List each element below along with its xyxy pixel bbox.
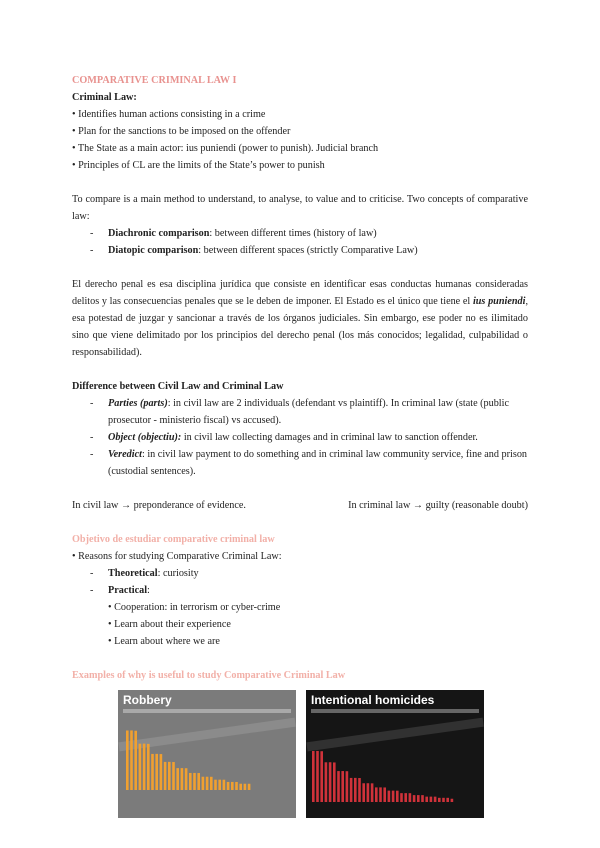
robbery-subtitle-bar bbox=[123, 709, 291, 713]
decorative-bar bbox=[451, 799, 454, 802]
term: Object (objectiu): bbox=[108, 432, 182, 443]
robbery-infographic bbox=[118, 690, 296, 818]
civil-law-evidence: In civil law → preponderance of evidence. bbox=[72, 500, 246, 511]
decorative-bar bbox=[379, 787, 382, 802]
criminal-law-bullet: • Identifies human actions consisting in a crime bbox=[72, 109, 266, 120]
decorative-bar bbox=[320, 751, 323, 802]
figure-row bbox=[118, 690, 484, 818]
decorative-bar bbox=[235, 782, 238, 790]
term: Diatopic comparison bbox=[108, 245, 199, 256]
decorative-bar bbox=[139, 744, 142, 790]
definition: : between different times (history of law) bbox=[209, 228, 377, 239]
decorative-bar bbox=[400, 793, 403, 802]
term: Theoretical bbox=[108, 568, 158, 579]
spanish-paragraph bbox=[72, 276, 528, 361]
decorative-bar bbox=[341, 771, 344, 802]
term: Parties (parts) bbox=[108, 398, 168, 409]
text: El derecho penal es esa disciplina jurídica que consiste en identificar esas conductas humanas consideradas delitos y las consecuencias penales que se le deben de imponer. El Estado es el único que tiene el bbox=[72, 279, 528, 307]
reason-theoretical bbox=[72, 565, 528, 582]
homicides-infographic bbox=[306, 690, 484, 818]
decorative-bar bbox=[155, 754, 158, 790]
difference-item-veredict bbox=[72, 446, 528, 480]
criminal-law-evidence: In criminal law → guilty (reasonable doubt) bbox=[348, 500, 528, 511]
decorative-bar bbox=[358, 778, 361, 802]
examples-title: Examples of why is useful to study Comparative Criminal Law bbox=[72, 670, 346, 681]
decorative-bar bbox=[244, 784, 247, 790]
decorative-bar bbox=[210, 777, 213, 790]
decorative-bar bbox=[168, 762, 171, 790]
decorative-bar bbox=[442, 798, 445, 802]
page-heading: COMPARATIVE CRIMINAL LAW I bbox=[72, 75, 237, 86]
difference-item-parties bbox=[72, 395, 528, 429]
decorative-bar bbox=[248, 784, 251, 790]
decorative-bar bbox=[329, 762, 332, 802]
decorative-bar bbox=[160, 754, 163, 790]
decorative-bar bbox=[409, 793, 412, 802]
decorative-bar bbox=[164, 762, 167, 790]
term: Diachronic comparison bbox=[108, 228, 210, 239]
decorative-bar bbox=[143, 744, 146, 790]
decorative-bar bbox=[421, 795, 424, 802]
difference-item-object bbox=[72, 429, 528, 446]
decorative-bar bbox=[396, 791, 399, 802]
definition: : in civil law payment to do something and in criminal law community service, fine and prison (custodial sentences). bbox=[108, 449, 528, 477]
ius-puniendi-term: ius puniendi bbox=[472, 296, 526, 307]
decorative-bar bbox=[346, 771, 349, 802]
homicides-title: Intentional homicides bbox=[311, 693, 435, 707]
decorative-bar bbox=[388, 791, 391, 802]
decorative-bar bbox=[375, 787, 378, 802]
decorative-bar bbox=[325, 762, 328, 802]
decorative-bar bbox=[316, 751, 319, 802]
decorative-bar bbox=[350, 778, 353, 802]
decorative-bar bbox=[126, 731, 129, 791]
decorative-bar bbox=[333, 762, 336, 802]
decorative-bar bbox=[239, 784, 242, 790]
term: Veredict bbox=[108, 449, 142, 460]
decorative-bar bbox=[417, 795, 420, 802]
tape-stripe bbox=[306, 718, 484, 752]
decorative-bar bbox=[337, 771, 340, 802]
decorative-bar bbox=[181, 768, 184, 790]
decorative-bar bbox=[312, 751, 315, 802]
criminal-law-bullet: • Principles of CL are the limits of the State’s power to punish bbox=[72, 160, 325, 171]
decorative-bar bbox=[172, 762, 175, 790]
decorative-bar bbox=[227, 782, 230, 790]
definition: : between different spaces (strictly Comparative Law) bbox=[198, 245, 418, 256]
decorative-bar bbox=[413, 795, 416, 802]
homicides-subtitle-bar bbox=[311, 709, 479, 713]
decorative-bar bbox=[371, 783, 374, 802]
reasons-bullet: • Reasons for studying Comparative Criminal Law: bbox=[72, 551, 282, 562]
practical-sub-item: • Learn about their experience bbox=[108, 619, 231, 630]
decorative-bar bbox=[231, 782, 234, 790]
objetivo-title: Objetivo de estudiar comparative criminal law bbox=[72, 534, 275, 545]
practical-sub-item: • Learn about where we are bbox=[108, 636, 220, 647]
decorative-bar bbox=[362, 783, 365, 802]
decorative-bar bbox=[354, 778, 357, 802]
document-page bbox=[72, 72, 528, 684]
practical-sub-item: • Cooperation: in terrorism or cyber-crime bbox=[108, 602, 281, 613]
decorative-bar bbox=[392, 791, 395, 802]
decorative-bar bbox=[434, 797, 437, 802]
decorative-bar bbox=[193, 773, 196, 790]
text: , esa potestad de juzgar y sancionar a través de los órganos judiciales. Sin embargo, ese poder no es ilimitado sino que viene delimitado por los principios del derecho penal (los más conocidos; legalidad, culpabilidad o responsabilidad). bbox=[72, 296, 528, 358]
decorative-bar bbox=[223, 780, 226, 790]
definition: : in civil law are 2 individuals (defendant vs plaintiff). In criminal law (state (public prosecutor - ministerio fiscal) vs accused). bbox=[108, 398, 509, 426]
definition: : bbox=[147, 585, 150, 596]
decorative-bar bbox=[425, 797, 428, 802]
criminal-law-bullet: • The State as a main actor: ius puniendi (power to punish). Judicial branch bbox=[72, 143, 379, 154]
decorative-bar bbox=[206, 777, 209, 790]
definition: : curiosity bbox=[157, 568, 199, 579]
criminal-law-bullet: • Plan for the sanctions to be imposed on the offender bbox=[72, 126, 291, 137]
decorative-bar bbox=[130, 730, 133, 790]
decorative-bar bbox=[185, 768, 188, 790]
evidence-comparison bbox=[72, 497, 528, 514]
decorative-bar bbox=[404, 793, 407, 802]
decorative-bar bbox=[202, 777, 205, 790]
decorative-bar bbox=[214, 780, 217, 790]
comparison-item-diatopic bbox=[72, 242, 528, 259]
decorative-bar bbox=[176, 768, 179, 790]
decorative-bar bbox=[438, 798, 441, 802]
decorative-bar bbox=[189, 773, 192, 790]
decorative-bar bbox=[151, 754, 154, 790]
decorative-bar bbox=[430, 797, 433, 802]
difference-title: Difference between Civil Law and Criminal Law bbox=[72, 381, 284, 392]
term: Practical bbox=[108, 585, 148, 596]
reason-practical bbox=[72, 582, 528, 599]
robbery-title: Robbery bbox=[123, 693, 172, 707]
decorative-bar bbox=[218, 780, 221, 790]
decorative-bar bbox=[134, 731, 137, 790]
definition: in civil law collecting damages and in criminal law to sanction offender. bbox=[181, 432, 478, 443]
comparison-item-diachronic bbox=[72, 225, 528, 242]
criminal-law-title: Criminal Law: bbox=[72, 92, 137, 103]
compare-intro: To compare is a main method to understand, to analyse, to value and to criticise. Two concepts of comparative law: bbox=[72, 194, 528, 222]
decorative-bar bbox=[367, 783, 370, 802]
decorative-bar bbox=[197, 773, 200, 790]
decorative-bar bbox=[383, 787, 386, 802]
decorative-bar bbox=[446, 798, 449, 802]
decorative-bar bbox=[147, 744, 150, 790]
